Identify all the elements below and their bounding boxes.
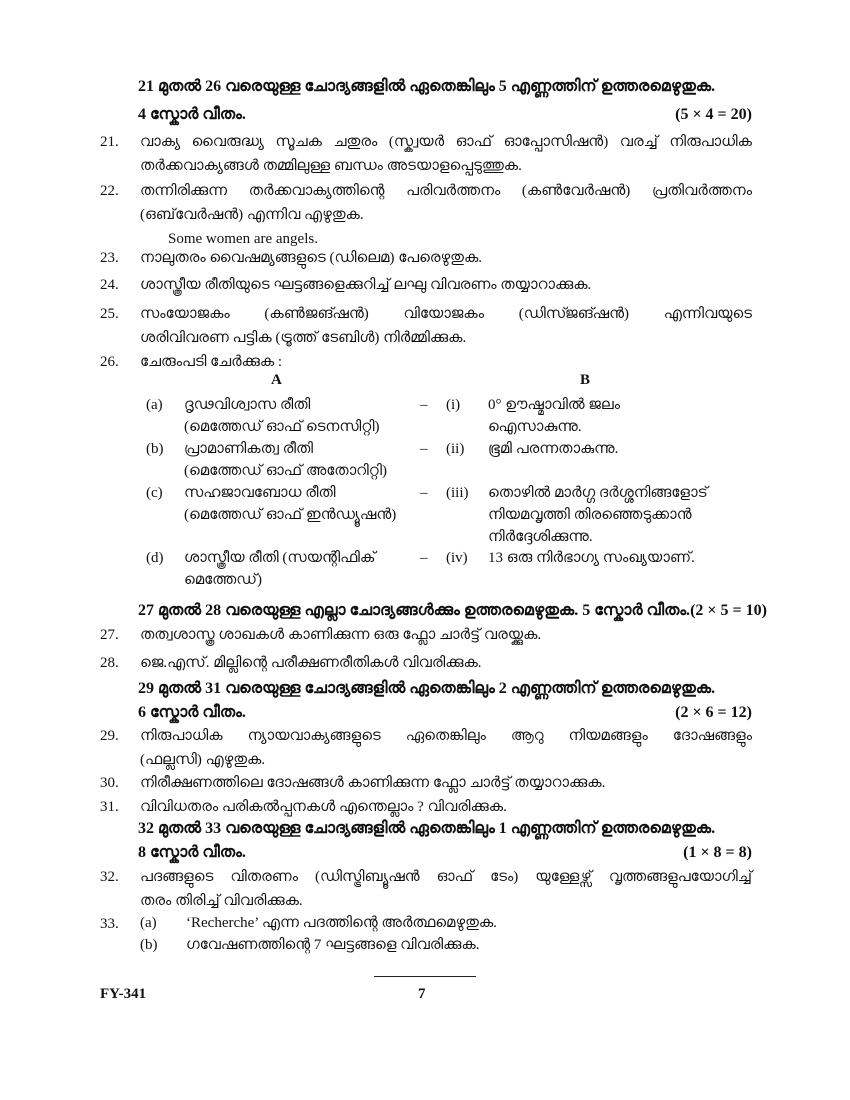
question-text: പദങ്ങളുടെ വിതരണം (ഡിസ്ട്രിബ്യൂഷൻ ഓഫ് ടേം) യുള്ളേഴ്സ് വൃത്തങ്ങളുപയോഗിച്ച്: [140, 869, 752, 885]
question-26: [100, 350, 752, 374]
question-31: [100, 795, 752, 819]
question-text: വാക്യ വൈരുദ്ധ്യ സൂചക ചതുരം (സ്ക്വയർ ഓഫ് ഓപ്പോസിഷൻ) വരച്ച് നിരുപാധിക: [140, 134, 752, 150]
question-number: 26.: [100, 354, 119, 370]
marks-formula: (2 × 6 = 12): [675, 704, 752, 721]
dash: –: [420, 441, 428, 457]
row-label: (b): [146, 441, 164, 457]
question-24: [100, 273, 752, 297]
question-27: [100, 623, 752, 647]
statement: 0° ഊഷ്മാവിൽ ജലം: [488, 397, 621, 413]
question-number: 31.: [100, 799, 119, 815]
score-per-question: 4 സ്കോർ വീതം.: [138, 106, 246, 123]
roman-label: (i): [446, 397, 461, 413]
question-number: 30.: [100, 775, 119, 791]
footer-divider: [374, 976, 476, 977]
roman-label: (iv): [446, 550, 468, 566]
question-21: [100, 130, 752, 178]
question-number: 27.: [100, 627, 119, 643]
question-number: 22.: [100, 183, 119, 199]
statement: തൊഴിൽ മാർഗ്ഗ ദർശ്ശനിങ്ങളോട്: [488, 485, 708, 501]
question-number: 25.: [100, 306, 119, 322]
dash: –: [420, 397, 428, 413]
roman-label: (iii): [446, 485, 469, 501]
method-name-english: (മെത്തേഡ് ഓഫ് അതോറിറ്റി): [184, 463, 388, 479]
question-text: തത്വശാസ്ത്ര ശാഖകൾ കാണിക്കുന്ന ഒരു ഫ്ലോ ചാർട്ട് വരയ്ക്കുക.: [140, 627, 542, 643]
question-number: 23.: [100, 250, 119, 266]
statement: നിയമവൃത്തി തിരഞ്ഞെടുക്കാൻ: [488, 507, 692, 523]
question-22: [100, 179, 752, 251]
row-label: (c): [146, 485, 163, 501]
dash: –: [420, 550, 428, 566]
score-per-question: 8 സ്കോർ വീതം.: [138, 844, 246, 861]
question-number: 24.: [100, 277, 119, 293]
question-30: [100, 771, 752, 795]
marks-formula: (5 × 4 = 20): [675, 106, 752, 123]
sub-question-label: (b): [140, 937, 158, 953]
question-text: ശാസ്ത്രീയ രീതിയുടെ ഘട്ടങ്ങളെക്കുറിച്ച് ലഘു വിവരണം തയ്യാറാക്കുക.: [140, 277, 592, 293]
column-a-heading: A: [271, 372, 282, 388]
question-number: 29.: [100, 728, 119, 744]
column-b-heading: B: [580, 372, 591, 388]
question-text: നാലുതരം വൈഷമ്യങ്ങളുടെ (ഡിലെമ) പേരെഴുതുക.: [140, 250, 483, 266]
question-28: [100, 651, 752, 675]
page-number: 7: [418, 986, 426, 1002]
question-text: (ഫല്ലസി) എഴുതുക.: [140, 752, 266, 768]
instruction-text: 21 മുതൽ 26 വരെയുള്ള ചോദ്യങ്ങളിൽ ഏതെങ്കിലും 5 എണ്ണത്തിന് ഉത്തരമെഴുതുക.: [138, 78, 716, 95]
question-text: തർക്കവാക്യങ്ങൾ തമ്മിലുള്ള ബന്ധം അടയാളപ്പെടുത്തുക.: [140, 158, 522, 174]
question-32: [100, 865, 752, 913]
section-instruction: [138, 600, 767, 622]
dash: –: [420, 485, 428, 501]
statement: നിർദ്ദേശിക്കുന്നു.: [488, 529, 593, 545]
row-label: (d): [146, 550, 164, 566]
method-name: ദൃഢവിശ്വാസ രീതി: [184, 397, 311, 413]
sub-question-a: [140, 912, 497, 934]
instruction-text: 27 മുതൽ 28 വരെയുള്ള എല്ലാ ചോദ്യങ്ങൾക്കും ഉത്തരമെഴുതുക. 5 സ്കോർ വീതം.: [138, 602, 691, 619]
method-name-english: (മെത്തേഡ് ഓഫ് ടെനസിറ്റി): [184, 419, 380, 435]
question-text: (ഒബ്‌വേർഷൻ) എന്നിവ എഴുതുക.: [140, 207, 364, 223]
question-23: [100, 246, 752, 270]
sub-question-b: [140, 934, 480, 956]
statement: ഐസാകുന്നു.: [488, 419, 582, 435]
section-instruction: [138, 678, 752, 724]
sub-question-text: ‘Recherche’ എന്ന പദത്തിന്റെ അർത്ഥമെഴുതുക.: [186, 915, 497, 931]
question-number: 32.: [100, 869, 119, 885]
statement: ഭൂമി പരന്നതാകുന്നു.: [488, 441, 619, 457]
statement: 13 ഒരു നിർഭാഗ്യ സംഖ്യയാണ്.: [488, 550, 695, 566]
question-text: ചേരുംപടി ചേർക്കുക :: [140, 354, 283, 370]
sub-question-text: ഗവേഷണത്തിന്റെ 7 ഘട്ടങ്ങളെ വിവരിക്കുക.: [186, 937, 480, 953]
question-text: തന്നിരിക്കുന്ന തർക്കവാക്യത്തിന്റെ പരിവർത്തനം (കൺവേർഷൻ) പ്രതിവർത്തനം: [140, 183, 752, 199]
question-25: [100, 302, 752, 350]
score-per-question: 6 സ്കോർ വീതം.: [138, 704, 246, 721]
question-text: ശരിവിവരണ പട്ടിക (ട്രൂത്ത് ടേബിൾ) നിർമ്മിക്കുക.: [140, 330, 467, 346]
question-number: 33.: [100, 916, 119, 932]
sub-question-label: (a): [140, 915, 157, 931]
row-label: (a): [146, 397, 163, 413]
question-text: വിവിധതരം പരികൽപ്പനകൾ എന്തെല്ലാം ? വിവരിക്കുക.: [140, 799, 507, 815]
method-name-english: മെത്തേഡ്): [184, 572, 262, 588]
method-name: പ്രാമാണികത്വ രീതി: [184, 441, 314, 457]
method-name: ശാസ്ത്രീയ രീതി (സയന്റിഫിക്: [184, 550, 376, 566]
marks-formula: (1 × 8 = 8): [683, 844, 752, 861]
roman-label: (ii): [446, 441, 465, 457]
method-name: സഹജാവബോധ രീതി: [184, 485, 336, 501]
instruction-text: 29 മുതൽ 31 വരെയുള്ള ചോദ്യങ്ങളിൽ ഏതെങ്കിലും 2 എണ്ണത്തിന് ഉത്തരമെഴുതുക.: [138, 680, 716, 697]
section-instruction: [138, 76, 752, 126]
question-number: 21.: [100, 134, 119, 150]
paper-code: FY-341: [100, 986, 147, 1002]
question-number: 28.: [100, 655, 119, 671]
marks-formula: (2 × 5 = 10): [690, 602, 767, 619]
question-text: ജെ.എസ്. മില്ലിന്റെ പരീക്ഷണരീതികൾ വിവരിക്കുക.: [140, 655, 482, 671]
question-29: [100, 724, 752, 772]
section-instruction: [138, 818, 752, 864]
instruction-text: 32 മുതൽ 33 വരെയുള്ള ചോദ്യങ്ങളിൽ ഏതെങ്കിലും 1 എണ്ണത്തിന് ഉത്തരമെഴുതുക.: [138, 820, 716, 837]
given-proposition: Some women are angels.: [168, 231, 318, 247]
question-text: തരം തിരിച്ച് വിവരിക്കുക.: [140, 893, 303, 909]
method-name-english: (മെത്തേഡ് ഓഫ് ഇൻഡ്യൂഷൻ): [184, 507, 397, 523]
question-text: സംയോജകം (കൺജങ്ഷൻ) വിയോജകം (ഡിസ്ജങ്ഷൻ) എന്നിവയുടെ: [140, 306, 752, 322]
question-text: നിരീക്ഷണത്തിലെ ദോഷങ്ങൾ കാണിക്കുന്ന ഫ്ലോ ചാർട്ട് തയ്യാറാക്കുക.: [140, 775, 606, 791]
question-text: നിരുപാധിക ന്യായവാക്യങ്ങളുടെ ഏതെങ്കിലും ആറു നിയമങ്ങളും ദോഷങ്ങളും: [140, 728, 752, 744]
